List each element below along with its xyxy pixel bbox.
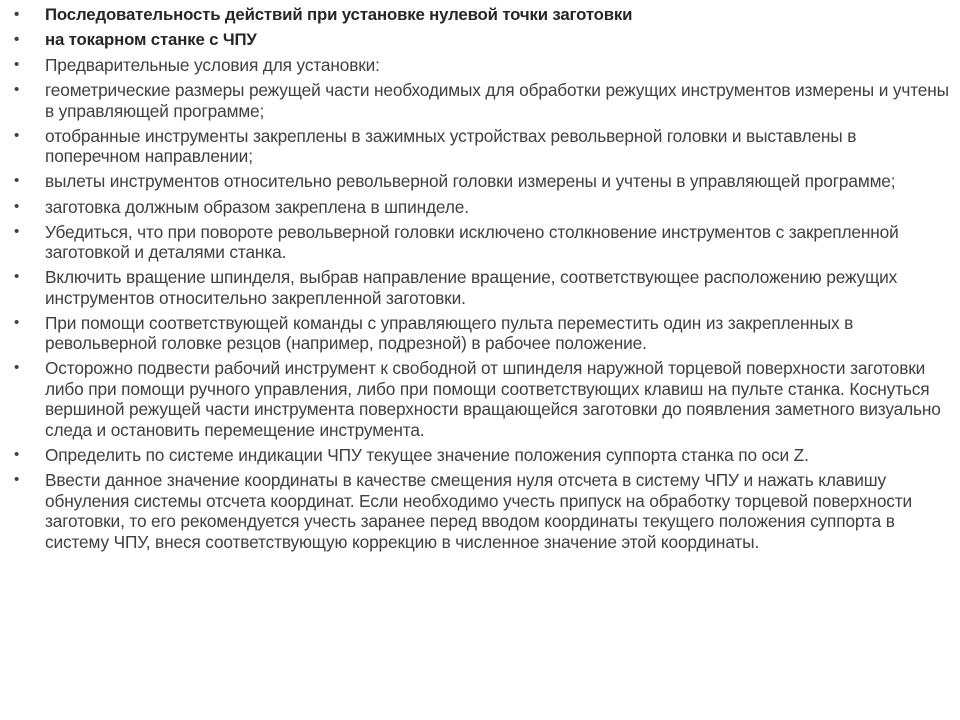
bullet-text: Определить по системе индикации ЧПУ текущее значение положения суппорта станка по оси Z. [45, 445, 809, 466]
bullet-item [14, 126, 949, 167]
bullet-text: Предварительные условия для установки: [45, 55, 380, 76]
bullet-icon: • [14, 31, 20, 49]
bullet-icon: • [14, 268, 20, 286]
bullet-text: вылеты инструментов относительно револьверной головки измерены и учтены в управляющей программе; [45, 171, 896, 192]
bullet-item [14, 80, 949, 121]
bullet-icon: • [14, 6, 20, 23]
bullet-item [14, 267, 949, 308]
bullet-icon: • [14, 126, 20, 144]
bullet-icon: • [14, 222, 20, 240]
bullet-item [14, 222, 949, 263]
bullet-text: Ввести данное значение координаты в качестве смещения нуля отсчета в систему ЧПУ и нажать клавишу обнуления системы отсчета координат. Если необходимо учесть припуск на обработку торцевой поверхности заготовки, то его рекомендуется учесть заранее перед вводом координаты текущего положения суппорта в систему ЧПУ, внеся соответствующую коррекцию в численное значение этой координаты. [45, 470, 913, 552]
bullet-icon: • [14, 81, 20, 99]
bullet-item [14, 55, 949, 76]
bullet-text: Включить вращение шпинделя, выбрав направление вращение, соответствующее расположению режущих инструментов относительно закрепленной заготовки. [45, 267, 898, 308]
bullet-icon: • [14, 359, 20, 377]
bullet-item [14, 470, 949, 552]
bullet-icon: • [14, 313, 20, 331]
bullet-text: Осторожно подвести рабочий инструмент к свободной от шпинделя наружной торцевой поверхности заготовки либо при помощи ручного управления, либо при помощи соответствующих клавиш на пульте станка. Коснуться вершиной режущей части инструмента поверхности вращающейся заготовки до появления заметного визуально следа и остановить перемещение инструмента. [45, 358, 941, 440]
bullet-item-title-2 [14, 30, 949, 51]
bullet-text: Последовательность действий при установке нулевой точки заготовки [45, 5, 633, 24]
bullet-text: на токарном станке с ЧПУ [45, 30, 257, 50]
bullet-icon: • [14, 56, 20, 74]
bullet-text: заготовка должным образом закреплена в шпинделе. [45, 196, 469, 217]
bullet-icon: • [14, 471, 20, 489]
bullet-text: отобранные инструменты закреплены в зажимных устройствах револьверной головки и выставлены в поперечном направлении; [45, 125, 857, 167]
bullet-item [14, 197, 949, 218]
bullet-icon: • [14, 446, 20, 464]
bullet-icon: • [14, 172, 20, 190]
bullet-item [14, 313, 949, 354]
bullet-text: Убедиться, что при повороте револьверной головки исключено столкновение инструментов с закрепленной заготовкой и деталями станка. [45, 221, 899, 263]
bullet-item-title-1 [14, 5, 949, 26]
bullet-item [14, 171, 949, 192]
bullet-item [14, 358, 949, 440]
bullet-icon: • [14, 197, 20, 215]
bullet-list [14, 5, 949, 557]
bullet-item [14, 445, 949, 466]
bullet-text: При помощи соответствующей команды с управляющего пульта переместить один из закрепленных в револьверной головке резцов (например, подрезной) в рабочее положение. [45, 312, 854, 354]
bullet-text: геометрические размеры режущей части необходимых для обработки режущих инструментов измерены и учтены в управляющей программе; [45, 80, 949, 121]
